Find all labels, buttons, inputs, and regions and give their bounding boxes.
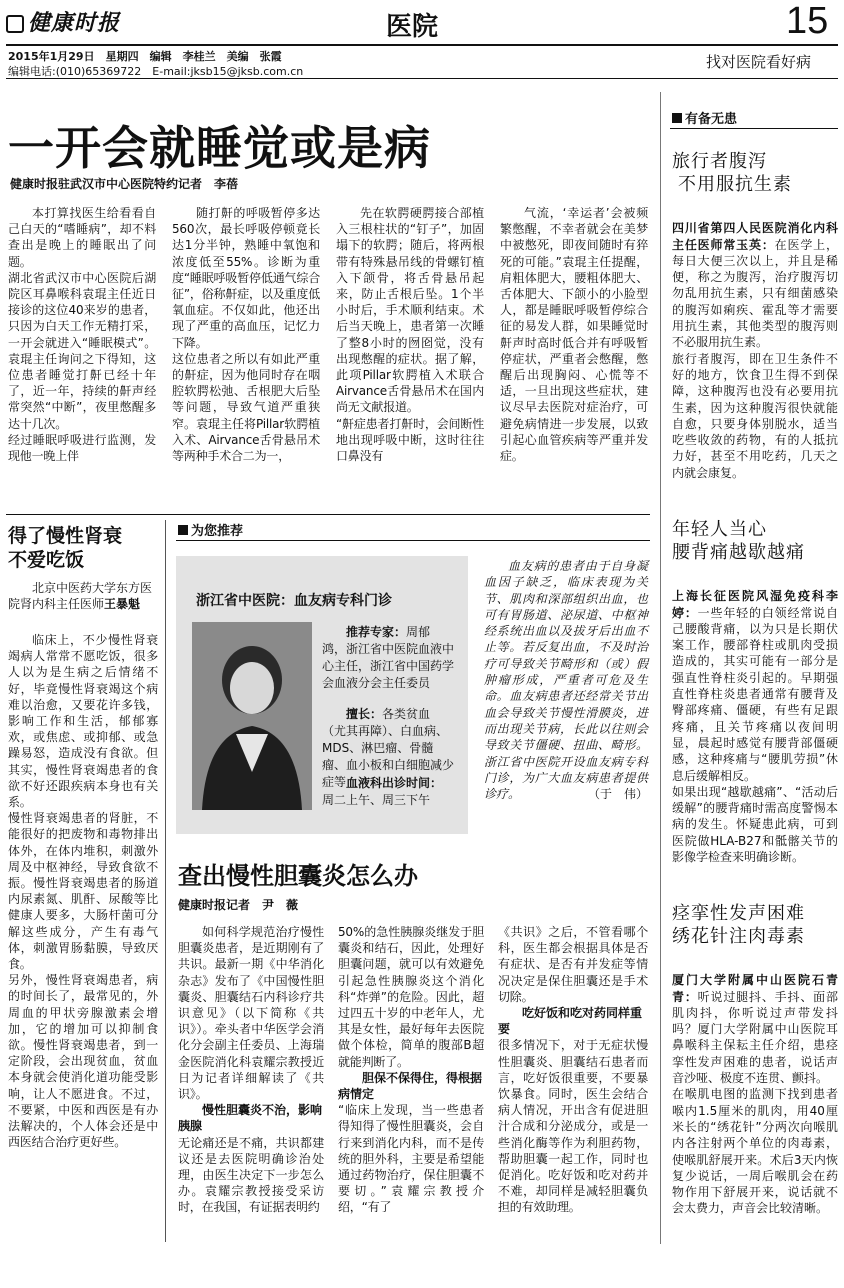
issue-meta: 2015年1月29日 星期四 编辑 李桂兰 美编 张霞 <box>8 50 282 63</box>
recommend-clinic: 血液科出诊时间： 周二上午、周三下午 <box>322 776 443 807</box>
logo-mark-icon <box>6 15 24 33</box>
gallbladder-col-1: 如何科学规范治疗慢性胆囊炎患者，是近期刚有了共识。最新一期《中华消化杂志》发布了《中国慢性胆囊炎、胆囊结石内科诊疗共识意见》（以下简称《共识》）。牵头者中华医学会消化分会副主任委员、上海瑞金医院消化科袁耀宗教授近日为记者详细解读了《共识》。 慢性胆囊炎不治，影响胰腺 无论痛还是不痛，共识都建议还是去医院明确诊治处理，由医生决定下一步怎么办。袁耀宗教授接受采访时，在我国，有证据表明约 <box>178 925 324 1215</box>
gallbladder-title: 查出慢性胆囊炎怎么办 <box>178 861 418 890</box>
recommend-signature: （于 伟） <box>587 787 648 802</box>
masthead <box>6 0 838 78</box>
sidebar-s1-text: 四川省第四人民医院消化内科主任医师常玉英：在医学上，每日大便三次以上，并且是稀便，称之为腹泻，治疗腹泻切勿乱用抗生素，只有细菌感染的腹泻如痢疾、霍乱等才需要用抗生素，其他类型的腹泻则不必服用抗生素。 旅行者腹泻，即在卫生条件不好的地方，饮食卫生得不到保障，这种腹泻也没有必要用抗生素，因为这种腹泻很快就能自愈，只要身体别脱水，适当吃些收敛的药物，有的人抵抗力好，甚至不用吃药，几天之内就会康复。 <box>672 221 838 480</box>
headline: 一开会就睡觉或是病 <box>8 121 431 175</box>
gallbladder-byline: 健康时报记者 尹 薇 <box>178 898 299 912</box>
sidebar-s2-title: 年轻人当心 腰背痛越歇越痛 <box>672 519 805 563</box>
sidebar-s2-text: 上海长征医院风湿免疫科李婷：一些年轻的白领经常说自己腰酸背痛，以为只是长期伏案工作，腰部脊柱或肌肉受损造成的，其实可能有一部分是强直性脊柱炎引起的。早期强直性脊柱炎患者通常有腰背及臀部疼痛、僵硬，有些有足跟疼痛，且关节疼痛以夜间明显，晨起时感觉有腰背部僵硬感，这种疼痛与“腰肌劳损”休息后缓解相反。 如果出现“越歇越痛”、“活动后缓解”的腰背痛时需高度警惕本病的发生。怀疑患此病，可到医院做HLA-B27和骶髂关节的影像学检查来明确诊断。 <box>672 589 838 865</box>
square-bullet-icon <box>178 525 188 535</box>
kidney-author: 北京中医药大学东方医院肾内科主任医师王暴魁 <box>8 581 153 611</box>
doctor-portrait-icon <box>192 622 312 810</box>
recommend-skill: 擅长：各类贫血（尤其再障）、白血病、MDS、淋巴瘤、骨髓瘤、血小板和白细胞减少症等 <box>322 707 455 789</box>
recommend-section-label: 为您推荐 <box>178 520 243 539</box>
sidebar-label: 有备无患 <box>672 108 737 127</box>
recommend-expert: 推荐专家：周郁鸿，浙江省中医院血液中心主任，浙江省中国药学会血液分会主任委员 <box>322 625 455 690</box>
square-bullet-icon <box>672 113 682 123</box>
recommend-box <box>176 556 468 834</box>
kidney-title: 得了慢性肾衰 不爱吃饭 <box>8 525 123 571</box>
gallbladder-col-3: 《共识》之后，不管看哪个科，医生都会根据具体是否有症状、是否有并发症等情况决定是保住胆囊还是手术切除。 吃好饭和吃对药同样重要 很多情况下，对于无症状慢性胆囊炎、胆囊结石患者而言，吃好饭很重要，不要暴饮暴食。同时，医生会结合病人情况，开出含有促进胆汁合成和分泌成分，或是一些消化酶等作为利胆药物，帮助胆囊一起工作，同时也促消化。吃好饭和吃对药并不难，却同样是减轻胆囊负担的有效助理。 <box>498 925 648 1215</box>
doctor-photo <box>192 622 312 810</box>
headline-byline: 健康时报驻武汉市中心医院特约记者 李蓓 <box>10 177 239 191</box>
recommend-text: 血友病的患者由于自身凝血因子缺乏，临床表现为关节、肌肉和深部组织出血，也可有胃肠道、泌尿道、中枢神经系统出血以及拔牙后出血不止等。若反复出血，不及时治疗可导致关节畸形和（或）假肿瘤形成，严重者可危及生命。血友病患者还经常关节出血会导致关节慢性滑膜炎，进而出现关节病，长此以往则会导致关节僵硬、扭曲、畸形。浙江省中医院开设血友病专科门诊，为广大血友病患者提供诊疗。 （于 伟） <box>484 559 648 802</box>
sidebar-s3-title: 痉挛性发声困难 绣花针注肉毒素 <box>672 903 805 947</box>
main-col-1: 本打算找医生给看看自己白天的“嗜睡病”，却不料查出是晚上的睡眠出了问题。 湖北省武汉市中心医院后湖院区耳鼻喉科袁琨主任近日接诊的这位40来岁的患者，只因为白天工作无精打采，一开会就进入“睡眠模式”。袁琨主任询问之下得知，这位患者睡觉打鼾已经十年了，近一年，持续的鼾声经常突然“中断”，夜里憋醒多达十几次。 经过睡眠呼吸进行监测，发现他一晚上伴 <box>8 206 156 464</box>
kidney-author-name: 王暴魁 <box>104 597 141 611</box>
main-col-4: 气流，‘幸运者’会被频繁憋醒，不幸者就会在美梦中被憋死，即夜间随时有猝死的可能。”袁琨主任提醒，肩粗体肥大，腰粗体肥大、舌体肥大、下颌小的小脸型人，都是睡眠呼吸暂停综合征的易发人群，如果睡觉时鼾声时高时低合并有呼吸暂停症状，严重者会憋醒，憋醒后出现胸闷、心慌等不适，一旦出现这些症状，建议尽早去医院对症治疗，可避免病情进一步发展，以致引起心血管疾病等严重并发症。 <box>500 206 648 464</box>
main-col-2: 随打鼾的呼吸暂停多达560次，最长呼吸停顿竟长达1分半钟，熟睡中氧饱和浓度低至55%。诊断为重度“睡眠呼吸暂停低通气综合征”，俗称鼾症，以及重度低氧血症。不仅如此，他还出现了严重的高血压，记忆力下降。 这位患者之所以有如此严重的鼾症，因为他同时存在咽腔软腭松弛、舌根肥大后坠等问题，导致气道严重狭窄。袁琨主任将Pillar软腭植入术、Airvance舌骨悬吊术等两种手术合二为一， <box>172 206 320 464</box>
recommend-title: 浙江省中医院：血友病专科门诊 <box>196 593 392 609</box>
newspaper-logo: 健康时报 <box>6 6 146 38</box>
sidebar-s1-title: 旅行者腹泻 不用服抗生素 <box>672 151 792 195</box>
main-col-3: 先在软腭硬腭接合部植入三根柱状的“钉子”，加固塌下的软腭；随后，将两根带有特殊悬吊线的骨螺钉植入下颌骨，将舌骨悬吊起来，防止舌根后坠。1个半小时后，手术顺利结束。术后当天晚上，患者第一次睡了整8小时的囫囵觉，没有出现憋醒的症状。据了解，此项Pillar软腭植入术联合Airvance舌骨悬吊术在国内尚无文献报道。 “鼾症患者打鼾时，会间断性地出现呼吸中断，这时往往口鼻没有 <box>336 206 484 464</box>
kidney-text: 临床上，不少慢性肾衰竭病人常常不愿吃饭，很多人以为是生病之后情绪不好，毕竟慢性肾衰竭这个病难以治愈，又要花许多钱，影响工作和生活，郁郁寡欢，或焦虑、或抑郁、或急躁易怒，造成没有食欲。但其实，慢性肾衰竭患者的食欲不好还跟疾病本身也有关系。 慢性肾衰竭患者的肾脏，不能很好的把废物和毒物排出体外，在体内堆积，刺激外周及中枢神经，导致食欲不振。慢性肾衰竭患者的肠道内尿素氮、肌酐、尿酸等比健康人要多，大肠杆菌可分解这些成分，产生有毒气体，刺激胃肠黏膜，导致厌食。 另外，慢性肾衰竭患者，病的时间长了，最常见的，外周血的甲状旁腺激素会增加，它的增加可以抑制食欲。慢性肾衰竭患者，到一定阶段，会出现贫血，贫血本身就会使消化道功能受影响，让人不愿进食。不过，不要紧，中医和西医是有办法解决的，个人体会还是中西医结合治疗更好些。 <box>8 633 158 1150</box>
gallbladder-col-2: 50%的急性胰腺炎继发于胆囊炎和结石，因此，处理好胆囊问题，就可以有效避免引起急性胰腺炎这个消化科“炸弹”的危险。因此，超过四五十岁的中老年人，尤其是女性，最好每年去医院做个体检，简单的腹部B超就能判断了。 胆保不保得住，得根据病情定 “临床上发现，当一些患者得知得了慢性胆囊炎，会自行来到消化内科，而不是传统的胆外科，主要是希望能通过药物治疗，保住胆囊不要切。”袁耀宗教授介绍，“有了 <box>338 925 484 1215</box>
page-number: 15 <box>786 0 829 42</box>
section-title: 医院 <box>386 12 439 42</box>
page-tagline: 找对医院看好病 <box>706 53 812 71</box>
sidebar-s3-text: 厦门大学附属中山医院石青青：听说过腿抖、手抖、面部肌肉抖，你听说过声带发抖吗？厦门大学附属中山医院耳鼻喉科主保耘主任介绍，患痉挛性发声困难的患者，说话声音沙哑、极度不连贯、颤抖。 在喉肌电图的监测下找到患者喉内1.5厘米的肌肉，用40厘米长的“绣花针”分两次向喉肌内各注射两个单位的肉毒素，使喉肌舒展开来。术后3天内恢复少说话，一周后喉肌会在药物作用下舒展开来，说话就不会太费力，声音会比较清晰。 <box>672 973 838 1216</box>
contact-meta: 编辑电话:(010)65369722 E-mail:jksb15@jksb.com.cn <box>8 65 304 78</box>
